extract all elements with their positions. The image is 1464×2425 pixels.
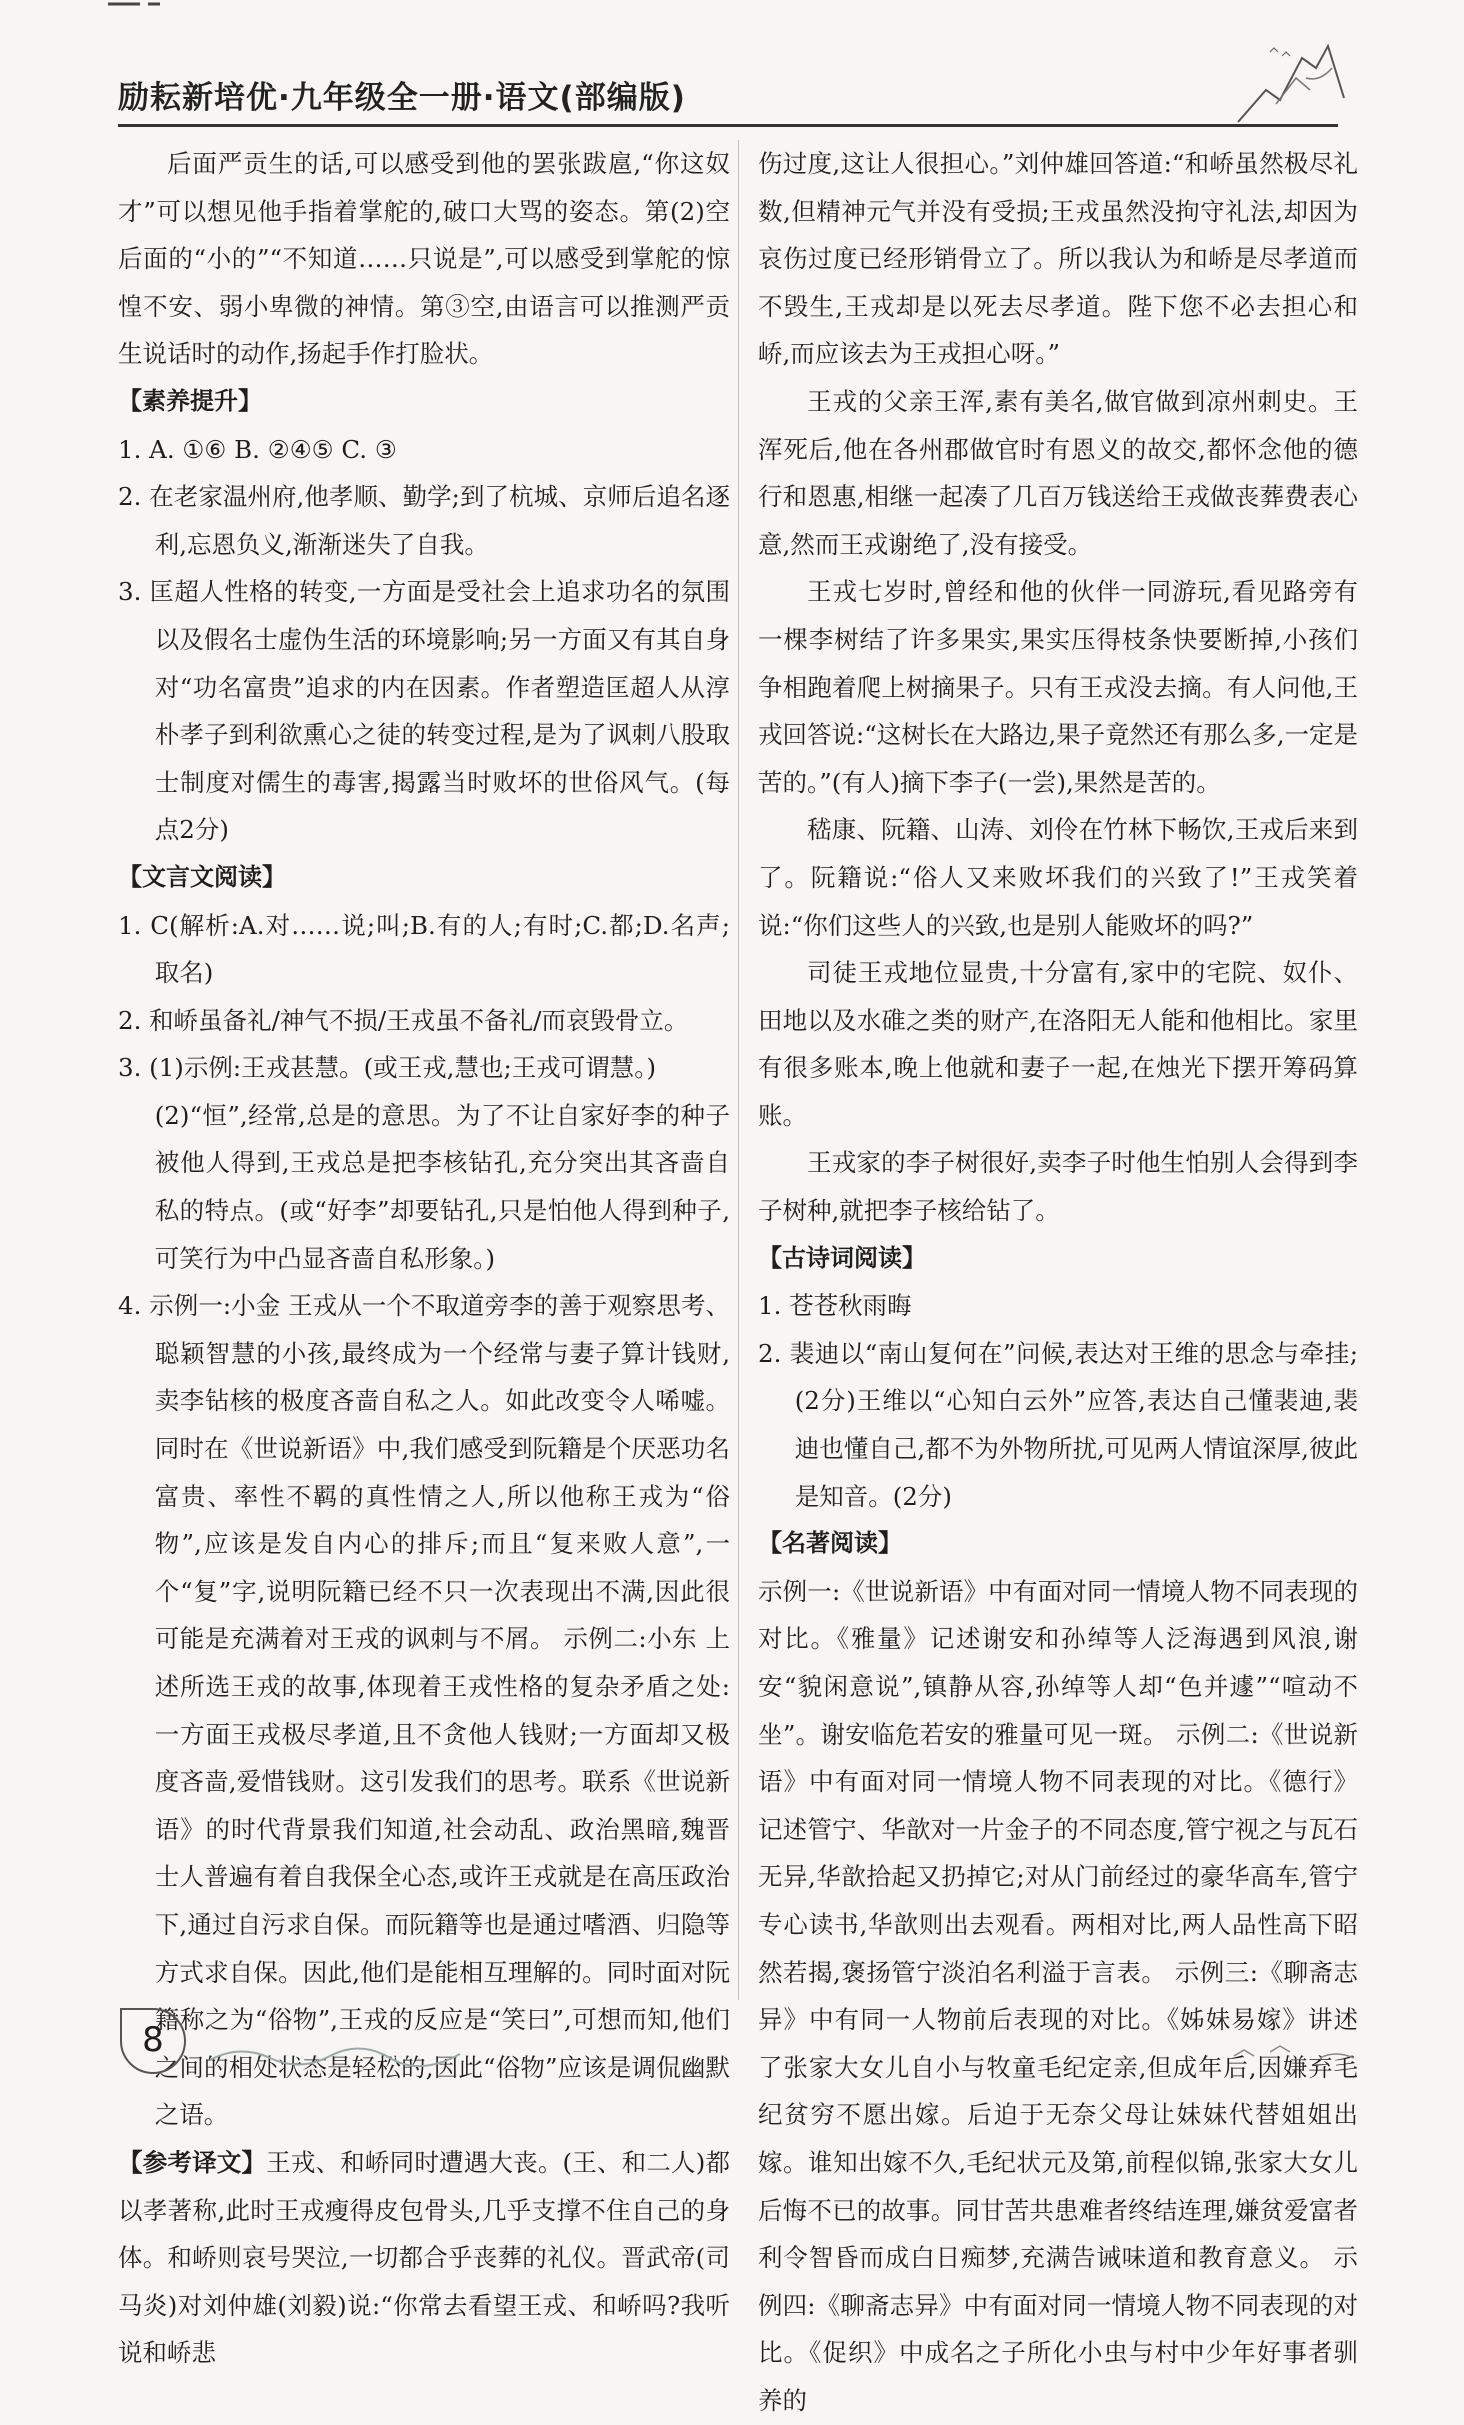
paragraph: 伤过度,这让人很担心。”刘仲雄回答道:“和峤虽然极尽礼数,但精神元气并没有受损;王戎虽然没拘守礼法,却因为哀伤过度已经形销骨立了。所以我认为和峤是尽孝道而不毁生,王戎却是以死去尽孝道。陛下您不必去担心和峤,而应该去为王戎担心呀。” (758, 149, 1358, 369)
cloud-decoration-icon (210, 2040, 470, 2070)
answer-item: 1. A. ①⑥ B. ②④⑤ C. ③ (118, 434, 397, 464)
mountain-decoration-icon (1236, 38, 1346, 124)
paragraph: 司徒王戎地位显贵,十分富有,家中的宅院、奴仆、田地以及水碓之类的财产,在洛阳无人能和他相比。家里有很多账本,晚上他就和妻子一起,在烛光下摆开筹码算账。 (758, 958, 1358, 1130)
paragraph: 王戎家的李子树很好,卖李子时他生怕别人会得到李子树种,就把李子核给钻了。 (758, 1148, 1358, 1226)
book-title: 励耘新培优·九年级全一册·语文(部编版) (118, 80, 686, 116)
answer-item: 1. C(解析:A.对……说;叫;B.有的人;有时;C.都;D.名声;取名) (118, 910, 730, 988)
answer-item: 4. 示例一:小金 王戎从一个不取道旁李的善于观察思考、聪颖智慧的小孩,最终成为一个经常与妻子算计钱财,卖李钻核的极度吝啬自私之人。如此改变令人唏嘘。同时在《世说新语》中,我们感受到阮籍是个厌恶功名富贵、率性不羁的真性情之人,所以他称王戎为“俗物”,应该是发自内心的排斥;而且“复来败人意”,一个“复”字,说明阮籍已经不只一次表现出不满,因此很可能是充满着对王戎的讽刺与不屑。 示例二:小东 上述所选王戎的故事,体现着王戎性格的复杂矛盾之处:一方面王戎极尽孝道,且不贪他人钱财;一方面却又极度吝啬,爱惜钱财。这引发我们的思考。联系《世说新语》的时代背景我们知道,社会动乱、政治黑暗,魏晋士人普遍有着自我保全心态,或许王戎就是在高压政治下,通过自污求自保。而阮籍等也是通过嗜酒、归隐等方式求自保。因此,他们是能相互理解的。同时面对阮籍称之为“俗物”,王戎的反应是“笑曰”,可想而知,他们之间的相处状态是轻松的,因此“俗物”应该是调侃幽默之语。 (118, 1291, 730, 2130)
paragraph: 王戎的父亲王浑,素有美名,做官做到凉州刺史。王浑死后,他在各州郡做官时有恩义的故交,都怀念他的德行和恩惠,相继一起凑了几百万钱送给王戎做丧葬费表心意,然而王戎谢绝了,没有接受。 (758, 386, 1358, 559)
section-heading: 【古诗词阅读】 (758, 1243, 926, 1272)
paragraph: 示例一:《世说新语》中有面对同一情境人物不同表现的对比。《雅量》记述谢安和孙绰等人泛海遇到风浪,谢安“貌闲意说”,镇静从容,孙绰等人却“色并遽”“喧动不坐”。谢安临危若安的雅量可见一斑。 示例二:《世说新语》中有面对同一情境人物不同表现的对比。《德行》记述管宁、华歆对一片金子的不同态度,管宁视之与瓦石无异,华歆拾起又扔掉它;对从门前经过的豪华高车,管宁专心读书,华歆则出去观看。两相对比,两人品性高下昭然若揭,褒扬管宁淡泊名利溢于言表。 示例三:《聊斋志异》中有同一人物前后表现的对比。《姊妹易嫁》讲述了张家大女儿自小与牧童毛纪定亲,但成年后,因嫌弃毛纪贫穷不愿出嫁。后迫于无奈父母让妹妹代替姐姐出嫁。谁知出嫁不久,毛纪状元及第,前程似锦,张家大女儿后悔不已的故事。同甘苦共患难者终结连理,嫌贫爱富者利令智昏而成白日痴梦,充满告诫味道和教育意义。 示例四:《聊斋志异》中有面对同一情境人物不同表现的对比。《促织》中成名之子所化小虫与村中少年好事者驯养的 (758, 1576, 1358, 2415)
answer-item: 3. 匡超人性格的转变,一方面是受社会上追求功名的氛围以及假名士虚伪生活的环境影响;另一方面又有其自身对“功名富贵”追求的内在因素。作者塑造匡超人从淳朴孝子到利欲熏心之徒的转变过程,是为了讽刺八股取士制度对儒生的毒害,揭露当时败坏的世俗风气。(每点2分) (118, 577, 730, 845)
page-header (118, 66, 1338, 127)
paragraph: 嵇康、阮籍、山涛、刘伶在竹林下畅饮,王戎后来到了。阮籍说:“俗人又来败坏我们的兴致了!”王戎笑着说:“你们这些人的兴致,也是别人能败坏的吗?” (758, 815, 1358, 940)
reference-label: 【参考译文】 (118, 2147, 267, 2177)
column-divider (738, 140, 739, 2000)
answer-item: 2. 在老家温州府,他孝顺、勤学;到了杭城、京师后追名逐利,忘恩负义,渐渐迷失了自我。 (118, 482, 730, 559)
bird-decoration-icon (1230, 2040, 1360, 2064)
answer-item: 2. 和峤虽备礼/神气不损/王戎虽不备礼/而哀毁骨立。 (118, 1005, 689, 1035)
paragraph: 王戎七岁时,曾经和他的伙伴一同游玩,看见路旁有一棵李树结了许多果实,果实压得枝条快要断掉,小孩们争相跑着爬上树摘果子。只有王戎没去摘。有人问他,王戎回答说:“这树长在大路边,果子竟然还有那么多,一定是苦的。”(有人)摘下李子(一尝),果然是苦的。 (758, 577, 1358, 797)
answer-item: 2. 裴迪以“南山复何在”问候,表达对王维的思念与牵挂;(2分)王维以“心知白云外”应答,表达自己懂裴迪,裴迪也懂自己,都不为外物所扰,可见两人情谊深厚,彼此是知音。(2分) (758, 1338, 1358, 1511)
answer-subitem: (2)“恒”,经常,总是的意思。为了不让自家好李的种子被他人得到,王戎总是把李核钻孔,充分突出其吝啬自私的特点。(或“好李”却要钻孔,只是怕他人得到种子,可笑行为中凸显吝啬自私形象。) (154, 1100, 730, 1273)
answer-item: 3. (1)示例:王戎甚慧。(或王戎,慧也;王戎可谓慧。) (118, 1053, 657, 1083)
section-heading: 【文言文阅读】 (118, 862, 286, 891)
answer-item: 1. 苍苍秋雨晦 (758, 1291, 912, 1321)
section-heading: 【名著阅读】 (758, 1529, 902, 1558)
paragraph: 后面严贡生的话,可以感受到他的罢张跋扈,“你这奴才”可以想见他手指着掌舵的,破口大骂的姿态。第(2)空后面的“小的”“不知道……只说是”,可以感受到掌舵的惊惶不安、弱小卑微的神情。第③空,由语言可以推测严贡生说话时的动作,扬起手作打脸状。 (118, 149, 730, 369)
section-heading: 【素养提升】 (118, 386, 262, 415)
page-number: 8 (120, 2008, 186, 2074)
right-column (758, 140, 1358, 2425)
corner-decoration-icon (100, 0, 180, 14)
reference-translation (118, 2139, 730, 2377)
reference-text: 王戎、和峤同时遭遇大丧。(王、和二人)都以孝著称,此时王戎瘦得皮包骨头,几乎支撑不住自己的身体。和峤则哀号哭泣,一切都合乎丧葬的礼仪。晋武帝(司马炎)对刘仲雄(刘毅)说:“你常去看望王戎、和峤吗?我听说和峤悲 (118, 2147, 730, 2368)
